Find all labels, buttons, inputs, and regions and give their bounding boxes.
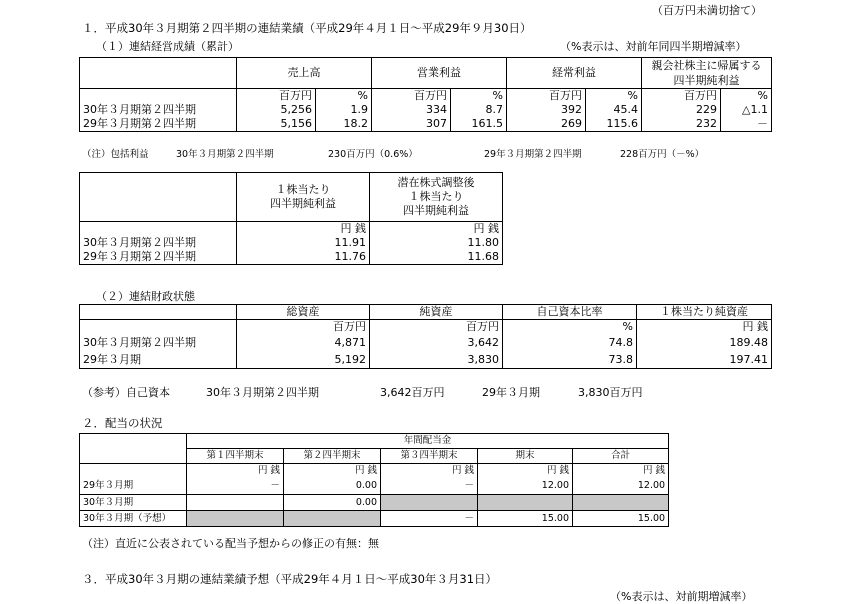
cell: 229 — [642, 103, 721, 117]
unit-cell: 円 銭 — [370, 222, 503, 237]
unit-cell: % — [451, 89, 507, 104]
header-total: 合計 — [573, 449, 669, 464]
corner-cell — [80, 58, 237, 89]
reference-period-1: 30年３月期第２四半期 — [206, 386, 319, 399]
comprehensive-note-value-1: 230百万円（0.6%） — [328, 149, 418, 160]
unit-cell: 百万円 — [237, 320, 370, 335]
cell-shaded — [187, 511, 284, 527]
unit-cell: 円 銭 — [573, 464, 669, 479]
table-row — [80, 250, 503, 265]
unit-cell: 百万円 — [237, 89, 316, 104]
operating-results-table — [79, 57, 772, 132]
table-row — [80, 351, 772, 369]
table-row — [80, 117, 772, 132]
header-diluted-line1: 潜在株式調整後 — [397, 176, 475, 189]
cell: 15.00 — [478, 511, 573, 527]
unit-cell: % — [316, 89, 372, 104]
dividend-note: （注）直近に公表されている配当予想からの修正の有無：無 — [82, 537, 379, 550]
table-row — [80, 334, 772, 351]
cell: － — [187, 478, 284, 495]
header-equity-ratio: 自己資本比率 — [503, 305, 637, 320]
cell: 269 — [507, 117, 586, 132]
cell: 18.2 — [316, 117, 372, 132]
reference-period-2: 29年３月期 — [482, 386, 540, 399]
cell: 4,871 — [237, 334, 370, 351]
header-net-assets: 純資産 — [370, 305, 503, 320]
section-2-title: ２．配当の状況 — [82, 416, 163, 430]
header-eps-line2: 四半期純利益 — [270, 197, 336, 210]
row-label: 30年３月期 — [80, 495, 187, 511]
header-annual-dividend: 年間配当金 — [187, 434, 669, 449]
cell: 5,156 — [237, 117, 316, 132]
cell: 334 — [372, 103, 451, 117]
cell: 11.76 — [237, 250, 370, 265]
eps-table — [79, 172, 503, 265]
cell: － — [381, 478, 478, 495]
cell: 12.00 — [478, 478, 573, 495]
cell: 12.00 — [573, 478, 669, 495]
unit-cell: % — [721, 89, 772, 104]
cell: 5,192 — [237, 351, 370, 369]
header-net-income-2: 四半期純利益 — [642, 73, 772, 89]
section-1-sub1: （１）連結経営成績（累計） — [96, 40, 239, 53]
unit-cell: 百万円 — [372, 89, 451, 104]
corner-cell — [80, 173, 237, 222]
cell: 15.00 — [573, 511, 669, 527]
corner-cell — [80, 305, 237, 320]
cell: 115.6 — [586, 117, 642, 132]
row-label: 30年３月期第２四半期 — [80, 103, 237, 117]
unit-note: （百万円未満切捨て） — [652, 4, 762, 17]
dividends-table — [79, 433, 669, 527]
header-bps: １株当たり純資産 — [637, 305, 772, 320]
cell: 73.8 — [503, 351, 637, 369]
unit-cell: 百万円 — [642, 89, 721, 104]
header-q2: 第２四半期末 — [284, 449, 381, 464]
header-q3: 第３四半期末 — [381, 449, 478, 464]
row-label: 30年３月期第２四半期 — [80, 236, 237, 250]
reference-value-1: 3,642百万円 — [380, 386, 445, 399]
cell: － — [381, 511, 478, 527]
corner-cell — [80, 434, 187, 464]
section-3-pct-note: （%表示は、対前期増減率） — [610, 590, 753, 603]
comprehensive-note-period-2: 29年３月期第２四半期 — [484, 149, 582, 160]
cell: 161.5 — [451, 117, 507, 132]
unit-cell: 円 銭 — [381, 464, 478, 479]
comprehensive-note-label: （注）包括利益 — [82, 149, 149, 160]
unit-cell: 円 銭 — [284, 464, 381, 479]
row-label: 29年３月期 — [80, 351, 237, 369]
cell: 197.41 — [637, 351, 772, 369]
unit-row-label — [80, 320, 237, 335]
header-diluted-line3: 四半期純利益 — [403, 204, 469, 217]
cell: 3,830 — [370, 351, 503, 369]
header-q1: 第１四半期末 — [187, 449, 284, 464]
row-label: 29年３月期 — [80, 478, 187, 495]
header-diluted-eps — [370, 173, 503, 222]
cell: － — [721, 117, 772, 132]
header-net-income-1: 親会社株主に帰属する — [642, 58, 772, 74]
unit-row-label — [80, 222, 237, 237]
table-row — [80, 495, 669, 511]
row-label: 29年３月期第２四半期 — [80, 117, 237, 132]
section-1-title: １．平成30年３月期第２四半期の連結業績（平成29年４月１日～平成29年９月30日） — [82, 21, 532, 35]
cell: 8.7 — [451, 103, 507, 117]
section-3-title: ３．平成30年３月期の連結業績予想（平成29年４月１日～平成30年３月31日） — [82, 572, 498, 586]
reference-value-2: 3,830百万円 — [578, 386, 643, 399]
financial-position-table — [79, 304, 772, 369]
table-row — [80, 478, 669, 495]
cell: 3,642 — [370, 334, 503, 351]
unit-cell: 円 銭 — [637, 320, 772, 335]
cell: 307 — [372, 117, 451, 132]
header-sales: 売上高 — [237, 58, 372, 89]
unit-cell: % — [586, 89, 642, 104]
section-1-sub2: （２）連結財政状態 — [96, 290, 195, 303]
cell — [187, 495, 284, 511]
unit-row-label — [80, 464, 187, 479]
pct-note: （%表示は、対前年同四半期増減率） — [560, 40, 747, 53]
unit-cell: 円 銭 — [478, 464, 573, 479]
cell: 11.68 — [370, 250, 503, 265]
cell-shaded — [284, 511, 381, 527]
comprehensive-note-period-1: 30年３月期第２四半期 — [176, 149, 274, 160]
cell: 189.48 — [637, 334, 772, 351]
header-year-end: 期末 — [478, 449, 573, 464]
cell: △1.1 — [721, 103, 772, 117]
cell: 74.8 — [503, 334, 637, 351]
header-eps — [237, 173, 370, 222]
comprehensive-note-value-2: 228百万円（－%） — [620, 149, 705, 160]
cell: 1.9 — [316, 103, 372, 117]
table-row — [80, 103, 772, 117]
cell: 11.91 — [237, 236, 370, 250]
cell: 0.00 — [284, 478, 381, 495]
unit-row-label — [80, 89, 237, 104]
cell: 232 — [642, 117, 721, 132]
cell: 11.80 — [370, 236, 503, 250]
row-label: 30年３月期第２四半期 — [80, 334, 237, 351]
cell: 45.4 — [586, 103, 642, 117]
cell-shaded — [478, 495, 573, 511]
table-row — [80, 236, 503, 250]
header-ordinary-income: 経常利益 — [507, 58, 642, 89]
unit-cell: 百万円 — [370, 320, 503, 335]
reference-label: （参考）自己資本 — [82, 386, 170, 399]
cell: 392 — [507, 103, 586, 117]
cell: 0.00 — [284, 495, 381, 511]
header-diluted-line2: １株当たり — [408, 190, 464, 203]
unit-cell: 円 銭 — [237, 222, 370, 237]
unit-cell: % — [503, 320, 637, 335]
unit-cell: 百万円 — [507, 89, 586, 104]
row-label: 30年３月期（予想） — [80, 511, 187, 527]
cell: 5,256 — [237, 103, 316, 117]
row-label: 29年３月期第２四半期 — [80, 250, 237, 265]
cell-shaded — [573, 495, 669, 511]
header-eps-line1: １株当たり — [275, 183, 331, 196]
table-row — [80, 511, 669, 527]
unit-cell: 円 銭 — [187, 464, 284, 479]
cell-shaded — [381, 495, 478, 511]
header-operating-income: 営業利益 — [372, 58, 507, 89]
header-total-assets: 総資産 — [237, 305, 370, 320]
